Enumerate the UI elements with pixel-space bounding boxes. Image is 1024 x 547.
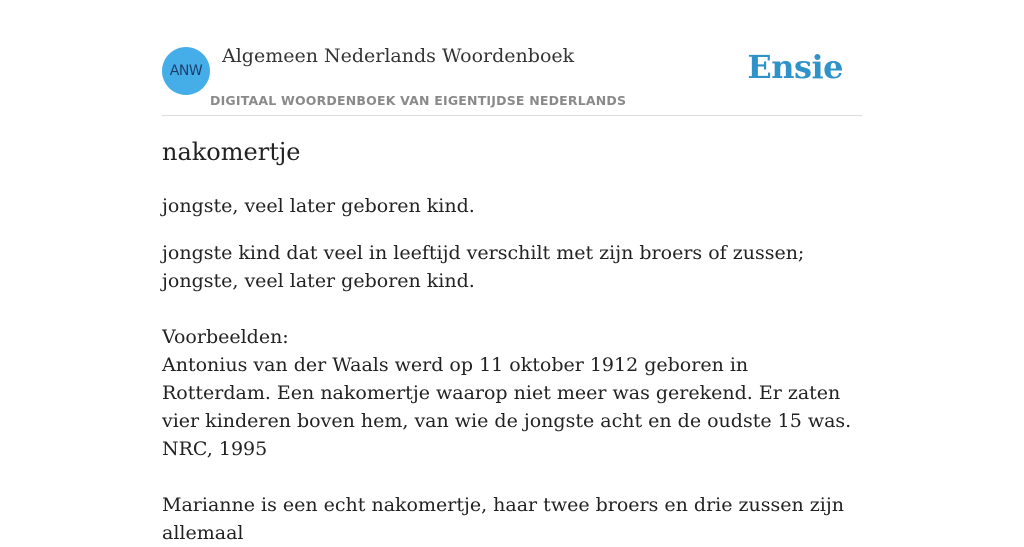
site-header bbox=[162, 0, 862, 116]
short-definition: jongste, veel later geboren kind. bbox=[162, 195, 475, 217]
long-definition: jongste kind dat veel in leeftijd verschilt met zijn broers of zussen; jongste, veel later geboren kind. bbox=[162, 242, 805, 292]
anw-logo-text: ANW bbox=[169, 63, 203, 79]
anw-logo[interactable] bbox=[162, 47, 210, 95]
example-text: Antonius van der Waals werd op 11 oktober 1912 geboren in Rotterdam. Een nakomertje waarop niet meer was gerekend. Er zaten vier kinderen boven hem, van wie de jongste acht en de oudste 15 was. bbox=[162, 354, 852, 432]
dictionary-subtitle: DIGITAAL WOORDENBOEK VAN EIGENTIJDSE NEDERLANDS bbox=[210, 93, 627, 108]
ensie-brand-logo[interactable]: Ensie bbox=[747, 48, 843, 86]
example-text: Marianne is een echt nakomertje, haar twee broers en drie zussen zijn allemaal bbox=[162, 494, 845, 544]
examples-heading: Voorbeelden: bbox=[162, 326, 289, 348]
dictionary-title[interactable]: Algemeen Nederlands Woordenboek bbox=[222, 45, 575, 67]
content-container bbox=[162, 0, 862, 544]
example-source: NRC, 1995 bbox=[162, 438, 268, 460]
entry-headword: nakomertje bbox=[162, 138, 301, 166]
